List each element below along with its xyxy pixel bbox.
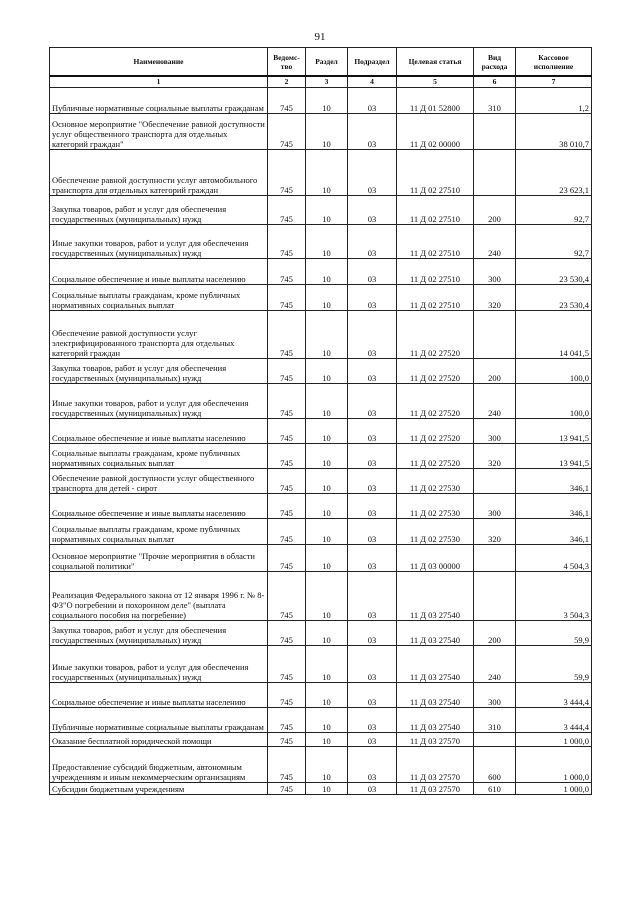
table-row xyxy=(50,683,592,708)
row-subsection: 03 xyxy=(348,114,397,150)
row-section: 10 xyxy=(306,259,348,285)
row-name: Иные закупки товаров, работ и услуг для обеспечения государственных (муниципальных) нужд xyxy=(50,384,268,419)
header-cash-execution: Кассовое исполнение xyxy=(516,48,592,77)
row-expense-type: 610 xyxy=(474,783,516,795)
row-target-article: 11 Д 03 27570 xyxy=(397,783,474,795)
row-subsection: 03 xyxy=(348,646,397,683)
row-target-article: 11 Д 03 27540 xyxy=(397,708,474,733)
row-target-article: 11 Д 02 27510 xyxy=(397,259,474,285)
row-department: 745 xyxy=(268,621,306,646)
row-section: 10 xyxy=(306,733,348,747)
row-section: 10 xyxy=(306,783,348,795)
row-department: 745 xyxy=(268,683,306,708)
row-target-article: 11 Д 03 27540 xyxy=(397,683,474,708)
row-section: 10 xyxy=(306,747,348,783)
table-row xyxy=(50,359,592,384)
header-name: Наименование xyxy=(50,48,268,77)
row-name: Субсидии бюджетным учреждениям xyxy=(50,783,268,795)
row-department: 745 xyxy=(268,572,306,621)
row-amount: 3 504,3 xyxy=(516,572,592,621)
row-target-article: 11 Д 02 27520 xyxy=(397,359,474,384)
column-number: 1 xyxy=(50,76,268,88)
row-subsection: 03 xyxy=(348,259,397,285)
row-target-article: 11 Д 02 27530 xyxy=(397,519,474,545)
row-target-article: 11 Д 01 52800 xyxy=(397,88,474,114)
row-expense-type: 240 xyxy=(474,384,516,419)
row-expense-type: 300 xyxy=(474,259,516,285)
row-department: 745 xyxy=(268,469,306,494)
row-expense-type: 200 xyxy=(474,359,516,384)
row-subsection: 03 xyxy=(348,783,397,795)
row-subsection: 03 xyxy=(348,444,397,469)
row-amount: 3 444,4 xyxy=(516,708,592,733)
row-subsection: 03 xyxy=(348,150,397,196)
row-name: Социальное обеспечение и иные выплаты населению xyxy=(50,683,268,708)
row-name: Публичные нормативные социальные выплаты гражданам xyxy=(50,708,268,733)
table-row xyxy=(50,747,592,783)
row-subsection: 03 xyxy=(348,469,397,494)
row-amount: 13 941,5 xyxy=(516,419,592,444)
row-subsection: 03 xyxy=(348,572,397,621)
row-subsection: 03 xyxy=(348,419,397,444)
row-section: 10 xyxy=(306,150,348,196)
row-section: 10 xyxy=(306,225,348,259)
row-amount: 1 000,0 xyxy=(516,783,592,795)
table-row xyxy=(50,545,592,572)
row-expense-type: 310 xyxy=(474,708,516,733)
row-section: 10 xyxy=(306,359,348,384)
row-department: 745 xyxy=(268,150,306,196)
row-section: 10 xyxy=(306,285,348,311)
row-subsection: 03 xyxy=(348,708,397,733)
row-expense-type xyxy=(474,733,516,747)
row-department: 745 xyxy=(268,733,306,747)
row-department: 745 xyxy=(268,708,306,733)
row-expense-type: 310 xyxy=(474,88,516,114)
row-target-article: 11 Д 02 27530 xyxy=(397,494,474,519)
row-target-article: 11 Д 02 27510 xyxy=(397,150,474,196)
row-amount: 23 530,4 xyxy=(516,259,592,285)
row-subsection: 03 xyxy=(348,359,397,384)
row-target-article: 11 Д 03 27540 xyxy=(397,621,474,646)
row-expense-type xyxy=(474,114,516,150)
table-row xyxy=(50,259,592,285)
column-number: 4 xyxy=(348,76,397,88)
row-expense-type xyxy=(474,150,516,196)
row-amount: 92,7 xyxy=(516,196,592,225)
row-section: 10 xyxy=(306,196,348,225)
row-name: Закупка товаров, работ и услуг для обеспечения государственных (муниципальных) нужд xyxy=(50,196,268,225)
row-subsection: 03 xyxy=(348,311,397,359)
table-row xyxy=(50,384,592,419)
table-row xyxy=(50,621,592,646)
row-section: 10 xyxy=(306,683,348,708)
table-header-row xyxy=(50,48,592,77)
row-expense-type: 320 xyxy=(474,519,516,545)
budget-execution-table xyxy=(49,47,592,795)
table-row xyxy=(50,419,592,444)
header-subsection: Подраздел xyxy=(348,48,397,77)
row-target-article: 11 Д 03 00000 xyxy=(397,545,474,572)
row-amount: 1,2 xyxy=(516,88,592,114)
row-expense-type: 300 xyxy=(474,683,516,708)
row-expense-type: 300 xyxy=(474,419,516,444)
row-expense-type xyxy=(474,572,516,621)
table-row xyxy=(50,196,592,225)
row-department: 745 xyxy=(268,259,306,285)
row-section: 10 xyxy=(306,444,348,469)
row-amount: 38 010,7 xyxy=(516,114,592,150)
table-row xyxy=(50,519,592,545)
row-section: 10 xyxy=(306,419,348,444)
row-target-article: 11 Д 03 27570 xyxy=(397,747,474,783)
row-section: 10 xyxy=(306,88,348,114)
row-amount: 346,1 xyxy=(516,494,592,519)
header-section: Раздел xyxy=(306,48,348,77)
row-name: Иные закупки товаров, работ и услуг для обеспечения государственных (муниципальных) нужд xyxy=(50,646,268,683)
row-department: 745 xyxy=(268,88,306,114)
row-name: Социальное обеспечение и иные выплаты населению xyxy=(50,494,268,519)
column-number-row xyxy=(50,76,592,88)
row-target-article: 11 Д 02 27530 xyxy=(397,469,474,494)
row-amount: 346,1 xyxy=(516,469,592,494)
row-expense-type xyxy=(474,545,516,572)
row-section: 10 xyxy=(306,572,348,621)
row-amount: 346,1 xyxy=(516,519,592,545)
row-target-article: 11 Д 03 27540 xyxy=(397,646,474,683)
row-department: 745 xyxy=(268,419,306,444)
row-expense-type: 600 xyxy=(474,747,516,783)
row-section: 10 xyxy=(306,384,348,419)
row-amount: 4 504,3 xyxy=(516,545,592,572)
row-section: 10 xyxy=(306,114,348,150)
row-subsection: 03 xyxy=(348,384,397,419)
row-amount: 13 941,5 xyxy=(516,444,592,469)
table-row xyxy=(50,469,592,494)
column-number: 2 xyxy=(268,76,306,88)
table-row xyxy=(50,114,592,150)
row-section: 10 xyxy=(306,494,348,519)
row-name: Основное мероприятие "Обеспечение равной доступности услуг общественного транспорта для отдельных категорий граждан" xyxy=(50,114,268,150)
row-name: Социальные выплаты гражданам, кроме публичных нормативных социальных выплат xyxy=(50,444,268,469)
table-row xyxy=(50,88,592,114)
row-subsection: 03 xyxy=(348,683,397,708)
row-subsection: 03 xyxy=(348,545,397,572)
column-number: 6 xyxy=(474,76,516,88)
header-expense-type: Вид расхода xyxy=(474,48,516,77)
row-expense-type: 240 xyxy=(474,646,516,683)
row-expense-type xyxy=(474,311,516,359)
row-name: Социальное обеспечение и иные выплаты населению xyxy=(50,419,268,444)
row-subsection: 03 xyxy=(348,747,397,783)
row-target-article: 11 Д 02 27520 xyxy=(397,311,474,359)
row-subsection: 03 xyxy=(348,285,397,311)
row-expense-type: 320 xyxy=(474,285,516,311)
row-name: Публичные нормативные социальные выплаты гражданам xyxy=(50,88,268,114)
row-name: Обеспечение равной доступности услуг электрифицированного транспорта для отдельных категорий граждан xyxy=(50,311,268,359)
row-amount: 59,9 xyxy=(516,621,592,646)
row-name: Закупка товаров, работ и услуг для обеспечения государственных (муниципальных) нужд xyxy=(50,621,268,646)
row-amount: 59,9 xyxy=(516,646,592,683)
table-row xyxy=(50,708,592,733)
row-target-article: 11 Д 02 27510 xyxy=(397,285,474,311)
header-target-article: Целевая статья xyxy=(397,48,474,77)
row-department: 745 xyxy=(268,311,306,359)
table-row xyxy=(50,311,592,359)
row-name: Предоставление субсидий бюджетным, автономным учреждениям и иным некоммерческим организациям xyxy=(50,747,268,783)
page-number: 91 xyxy=(314,31,326,43)
row-expense-type: 200 xyxy=(474,196,516,225)
row-expense-type: 200 xyxy=(474,621,516,646)
row-subsection: 03 xyxy=(348,196,397,225)
row-amount: 3 444,4 xyxy=(516,683,592,708)
table-row xyxy=(50,646,592,683)
table-row xyxy=(50,783,592,795)
row-name: Основное мероприятие "Прочие мероприятия в области социальной политики" xyxy=(50,545,268,572)
row-amount: 1 000,0 xyxy=(516,747,592,783)
row-department: 745 xyxy=(268,384,306,419)
row-amount: 92,7 xyxy=(516,225,592,259)
row-expense-type: 300 xyxy=(474,494,516,519)
table-row xyxy=(50,494,592,519)
row-subsection: 03 xyxy=(348,88,397,114)
row-department: 745 xyxy=(268,519,306,545)
row-amount: 23 623,1 xyxy=(516,150,592,196)
row-expense-type: 320 xyxy=(474,444,516,469)
row-department: 745 xyxy=(268,783,306,795)
table-row xyxy=(50,444,592,469)
row-amount: 100,0 xyxy=(516,384,592,419)
row-name: Реализация Федерального закона от 12 января 1996 г. № 8-ФЗ"О погребении и похоронном деле" (выплата социального пособия на погребение) xyxy=(50,572,268,621)
row-target-article: 11 Д 02 27520 xyxy=(397,384,474,419)
row-department: 745 xyxy=(268,114,306,150)
row-expense-type xyxy=(474,469,516,494)
row-name: Обеспечение равной доступности услуг общественного транспорта для детей - сирот xyxy=(50,469,268,494)
row-subsection: 03 xyxy=(348,494,397,519)
table-row xyxy=(50,150,592,196)
row-name: Оказание бесплатной юридической помощи xyxy=(50,733,268,747)
row-amount: 23 530,4 xyxy=(516,285,592,311)
row-name: Социальные выплаты гражданам, кроме публичных нормативных социальных выплат xyxy=(50,519,268,545)
row-department: 745 xyxy=(268,359,306,384)
row-target-article: 11 Д 03 27570 xyxy=(397,733,474,747)
row-section: 10 xyxy=(306,646,348,683)
row-section: 10 xyxy=(306,469,348,494)
row-amount: 100,0 xyxy=(516,359,592,384)
row-name: Социальные выплаты гражданам, кроме публичных нормативных социальных выплат xyxy=(50,285,268,311)
row-name: Иные закупки товаров, работ и услуг для обеспечения государственных (муниципальных) нужд xyxy=(50,225,268,259)
table-row xyxy=(50,733,592,747)
row-amount: 1 000,0 xyxy=(516,733,592,747)
row-subsection: 03 xyxy=(348,733,397,747)
row-department: 745 xyxy=(268,196,306,225)
table-row xyxy=(50,225,592,259)
row-department: 745 xyxy=(268,646,306,683)
row-section: 10 xyxy=(306,621,348,646)
row-department: 745 xyxy=(268,225,306,259)
row-expense-type: 240 xyxy=(474,225,516,259)
column-number: 3 xyxy=(306,76,348,88)
table-row xyxy=(50,285,592,311)
row-target-article: 11 Д 03 27540 xyxy=(397,572,474,621)
table-row xyxy=(50,572,592,621)
row-section: 10 xyxy=(306,708,348,733)
row-subsection: 03 xyxy=(348,519,397,545)
row-target-article: 11 Д 02 27510 xyxy=(397,225,474,259)
row-department: 745 xyxy=(268,494,306,519)
row-department: 745 xyxy=(268,545,306,572)
row-section: 10 xyxy=(306,545,348,572)
row-target-article: 11 Д 02 27520 xyxy=(397,419,474,444)
row-target-article: 11 Д 02 27520 xyxy=(397,444,474,469)
row-subsection: 03 xyxy=(348,621,397,646)
row-name: Социальное обеспечение и иные выплаты населению xyxy=(50,259,268,285)
column-number: 7 xyxy=(516,76,592,88)
column-number: 5 xyxy=(397,76,474,88)
row-section: 10 xyxy=(306,519,348,545)
row-department: 745 xyxy=(268,747,306,783)
row-target-article: 11 Д 02 00000 xyxy=(397,114,474,150)
row-department: 745 xyxy=(268,444,306,469)
row-name: Закупка товаров, работ и услуг для обеспечения государственных (муниципальных) нужд xyxy=(50,359,268,384)
row-name: Обеспечение равной доступности услуг автомобильного транспорта для отдельных категорий граждан xyxy=(50,150,268,196)
row-target-article: 11 Д 02 27510 xyxy=(397,196,474,225)
row-section: 10 xyxy=(306,311,348,359)
header-department: Ведомс-тво xyxy=(268,48,306,77)
row-department: 745 xyxy=(268,285,306,311)
row-subsection: 03 xyxy=(348,225,397,259)
row-amount: 14 041,5 xyxy=(516,311,592,359)
